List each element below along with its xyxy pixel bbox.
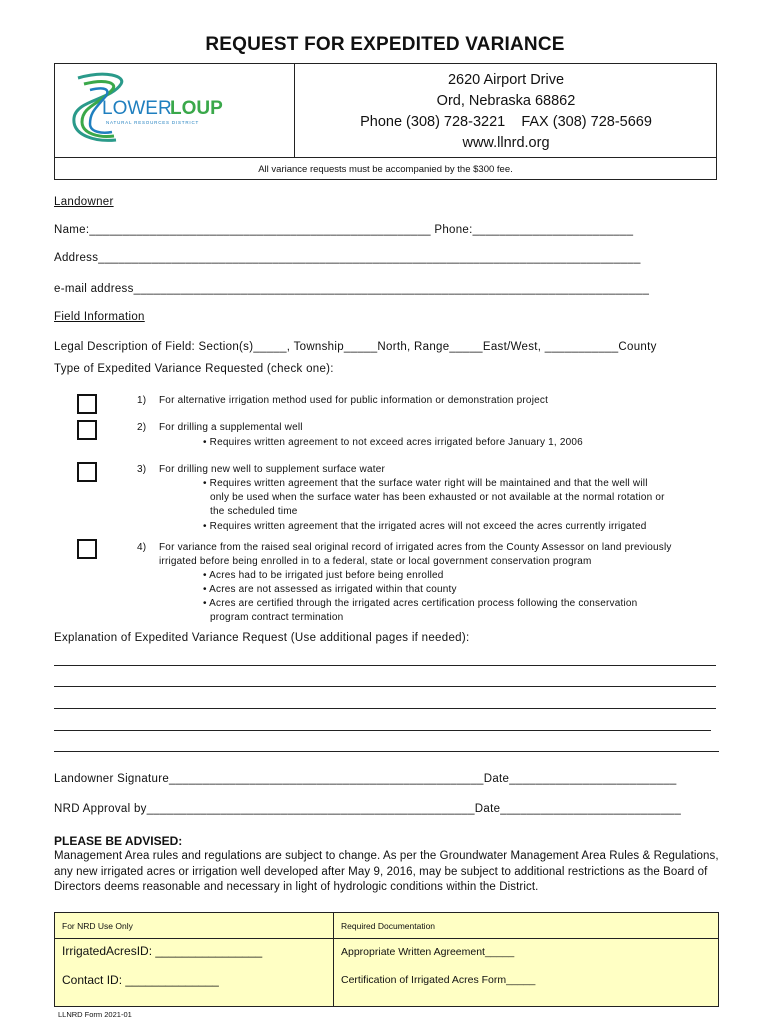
website: www.llnrd.org [462,135,550,151]
header-divider [294,63,295,157]
option-4-checkbox[interactable] [77,539,97,559]
explanation-line[interactable] [54,665,716,666]
advised-text: Management Area rules and regulations are subject to change. As per the Groundwater Management Area Rules & Regulations, any new irrigated acres or irrigation well developed after May 9, 2016, may be subject to additional restrictions as the Board of Directors deems reasonable and necessary in light of hydrologic conditions within the District. [54,850,719,893]
explanation-line[interactable] [54,751,719,752]
option-4-requirement: • Acres are certified through the irrigated acres certification process following the conservation [203,598,638,609]
variance-type-prompt: Type of Expedited Variance Requested (check one): [54,363,334,375]
option-4-requirement: • Acres had to be irrigated just before being enrolled [203,570,444,581]
svg-text:LOWER: LOWER [102,98,172,119]
option-2-text: For drilling a supplemental well [159,422,303,433]
svg-text:NATURAL RESOURCES DISTRICT: NATURAL RESOURCES DISTRICT [106,120,200,125]
option-3-requirement-cont: only be used when the surface water has been exhausted or not available at the normal rotation or [210,492,665,503]
district-address [296,70,716,154]
explanation-line[interactable] [54,730,711,731]
email-field[interactable]: e-mail address_____________________________________________________________________________ [54,283,650,295]
option-3-text: For drilling new well to supplement surface water [159,464,386,475]
option-3-requirement-cont: the scheduled time [210,506,298,517]
option-4-text: For variance from the raised seal original record of irrigated acres from the County Assessor on land previously [159,542,672,553]
nrd-box-divider [54,938,719,939]
fee-note: All variance requests must be accompanied by the $300 fee. [258,164,513,175]
form-number: LLNRD Form 2021-01 [58,1010,132,1019]
field-info-heading: Field Information [54,311,145,323]
legal-description-field[interactable]: Legal Description of Field: Section(s)_____, Township_____North, Range_____East/West, ___________County [54,341,657,353]
name-phone-field[interactable]: Name:___________________________________________________ Phone:________________________ [54,224,634,236]
nrd-approval-field[interactable]: NRD Approval by_________________________________________________Date___________________________ [54,803,682,815]
option-number: 3) [137,464,147,475]
option-2-checkbox[interactable] [77,420,97,440]
option-3-requirement: • Requires written agreement that the irrigated acres will not exceed the acres currently irrigated [203,521,647,532]
nrd-use-header: For NRD Use Only [62,921,133,931]
page-title: REQUEST FOR EXPEDITED VARIANCE [205,34,565,55]
option-3-checkbox[interactable] [77,462,97,482]
option-3-requirement: • Requires written agreement that the surface water right will be maintained and that the well will [203,478,648,489]
advised-heading: PLEASE BE ADVISED: [54,834,183,848]
explanation-label: Explanation of Expedited Variance Request (Use additional pages if needed): [54,632,470,644]
nrd-box-divider [333,912,334,1007]
option-number: 4) [137,542,147,553]
logo-swoosh-icon [66,70,236,150]
phone-fax: Phone (308) 728-3221 FAX (308) 728-5669 [360,114,652,130]
contact-id-field[interactable]: Contact ID: ______________ [62,973,219,987]
option-4-requirement-cont: program contract termination [210,612,344,623]
address-line-2: Ord, Nebraska 68862 [436,93,576,109]
option-number: 2) [137,422,147,433]
address-line-1: 2620 Airport Drive [447,72,565,88]
address-field[interactable]: Address_________________________________________________________________________________ [54,252,641,264]
landowner-signature-field[interactable]: Landowner Signature_______________________________________________Date_________________________ [54,773,677,785]
required-docs-header: Required Documentation [341,921,436,931]
written-agreement-field[interactable]: Appropriate Written Agreement_____ [341,946,515,958]
header-divider [54,157,717,158]
svg-text:LOUP: LOUP [170,98,223,119]
certification-form-field[interactable]: Certification of Irrigated Acres Form_____ [341,974,536,986]
option-1-checkbox[interactable] [77,394,97,414]
landowner-heading: Landowner [54,196,114,208]
district-logo [66,70,236,150]
option-4-requirement: • Acres are not assessed as irrigated within that county [203,584,457,595]
explanation-line[interactable] [54,686,716,687]
option-number: 1) [137,395,147,406]
option-1-text: For alternative irrigation method used for public information or demonstration project [159,395,549,406]
option-2-requirement: • Requires written agreement to not exceed acres irrigated before January 1, 2006 [203,437,583,448]
irrigated-acres-id-field[interactable]: IrrigatedAcresID: ________________ [62,944,263,958]
option-4-text-cont: irrigated before being enrolled in to a federal, state or local government conservation program [159,556,592,567]
explanation-line[interactable] [54,708,716,709]
